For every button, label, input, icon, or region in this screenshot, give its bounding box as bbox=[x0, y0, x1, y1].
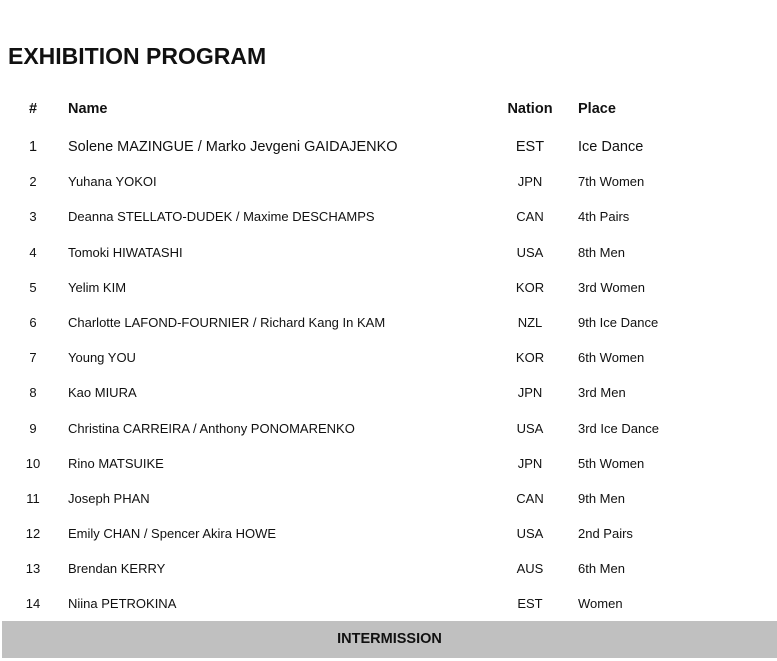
row-num: 2 bbox=[29, 174, 37, 190]
row-place: Women bbox=[578, 596, 623, 612]
row-num: 6 bbox=[29, 314, 37, 330]
row-place: 3rd Ice Dance bbox=[578, 420, 659, 436]
row-num: 14 bbox=[25, 596, 41, 612]
row-name: Niina PETROKINA bbox=[68, 596, 177, 612]
intermission-banner: INTERMISSION bbox=[2, 621, 777, 658]
row-name: Christina CARREIRA / Anthony PONOMARENKO bbox=[68, 420, 355, 436]
row-place: 3rd Women bbox=[578, 279, 645, 295]
row-name: Emily CHAN / Spencer Akira HOWE bbox=[68, 526, 277, 542]
row-nation: KOR bbox=[515, 279, 545, 295]
table-row bbox=[0, 558, 777, 593]
row-num: 11 bbox=[26, 490, 40, 506]
header-nation: Nation bbox=[507, 101, 553, 117]
row-num: 13 bbox=[25, 561, 41, 577]
row-place: 6th Women bbox=[578, 350, 645, 366]
row-place: 9th Men bbox=[578, 490, 625, 506]
row-num: 3 bbox=[29, 209, 37, 225]
table-row bbox=[0, 418, 777, 453]
row-place: 7th Women bbox=[578, 174, 645, 190]
program-list bbox=[0, 136, 777, 629]
row-num: 7 bbox=[29, 350, 37, 366]
row-place: 3rd Men bbox=[578, 385, 626, 401]
table-row bbox=[0, 206, 777, 241]
page-title: EXHIBITION PROGRAM bbox=[8, 43, 267, 69]
header-name: Name bbox=[68, 101, 108, 117]
header-place: Place bbox=[578, 101, 616, 117]
table-row bbox=[0, 347, 777, 382]
row-place: Ice Dance bbox=[578, 139, 644, 155]
row-name: Tomoki HIWATASHI bbox=[68, 244, 183, 260]
row-nation: NZL bbox=[517, 314, 543, 330]
table-row bbox=[0, 488, 777, 523]
row-name: Rino MATSUIKE bbox=[68, 455, 164, 471]
table-row bbox=[0, 453, 777, 488]
row-num: 4 bbox=[29, 244, 37, 260]
row-name: Brendan KERRY bbox=[68, 561, 166, 577]
table-row bbox=[0, 382, 777, 417]
row-place: 4th Pairs bbox=[578, 209, 630, 225]
row-num: 12 bbox=[25, 526, 41, 542]
row-nation: USA bbox=[516, 244, 544, 260]
row-num: 10 bbox=[25, 455, 41, 471]
row-num: 1 bbox=[28, 139, 38, 155]
table-row bbox=[0, 136, 777, 171]
row-place: 6th Men bbox=[578, 561, 625, 577]
row-nation: AUS bbox=[516, 561, 544, 577]
row-name: Deanna STELLATO-DUDEK / Maxime DESCHAMPS bbox=[68, 209, 375, 225]
row-nation: CAN bbox=[516, 490, 544, 506]
table-row bbox=[0, 171, 777, 206]
table-row bbox=[0, 523, 777, 558]
row-nation: USA bbox=[516, 420, 544, 436]
row-nation: EST bbox=[517, 596, 543, 612]
row-nation: EST bbox=[515, 139, 545, 155]
row-num: 9 bbox=[29, 420, 37, 436]
table-header bbox=[0, 101, 777, 123]
table-row bbox=[0, 242, 777, 277]
row-place: 5th Women bbox=[578, 455, 645, 471]
row-name: Kao MIURA bbox=[68, 385, 137, 401]
header-num: # bbox=[28, 101, 38, 117]
row-nation: JPN bbox=[517, 455, 543, 471]
row-name: Yelim KIM bbox=[68, 279, 127, 295]
row-name: Yuhana YOKOI bbox=[68, 174, 157, 190]
row-nation: USA bbox=[516, 526, 544, 542]
row-place: 8th Men bbox=[578, 244, 625, 260]
table-row bbox=[0, 312, 777, 347]
row-nation: JPN bbox=[517, 174, 543, 190]
row-name: Charlotte LAFOND-FOURNIER / Richard Kang In KAM bbox=[68, 314, 386, 330]
row-name: Joseph PHAN bbox=[68, 490, 150, 506]
table-row bbox=[0, 277, 777, 312]
row-num: 5 bbox=[29, 279, 37, 295]
row-nation: JPN bbox=[517, 385, 543, 401]
row-name: Young YOU bbox=[68, 350, 136, 366]
row-nation: KOR bbox=[515, 350, 545, 366]
row-nation: CAN bbox=[516, 209, 544, 225]
row-num: 8 bbox=[29, 385, 37, 401]
row-place: 2nd Pairs bbox=[578, 526, 633, 542]
row-place: 9th Ice Dance bbox=[578, 314, 659, 330]
row-name: Solene MAZINGUE / Marko Jevgeni GAIDAJENKO bbox=[68, 139, 398, 155]
